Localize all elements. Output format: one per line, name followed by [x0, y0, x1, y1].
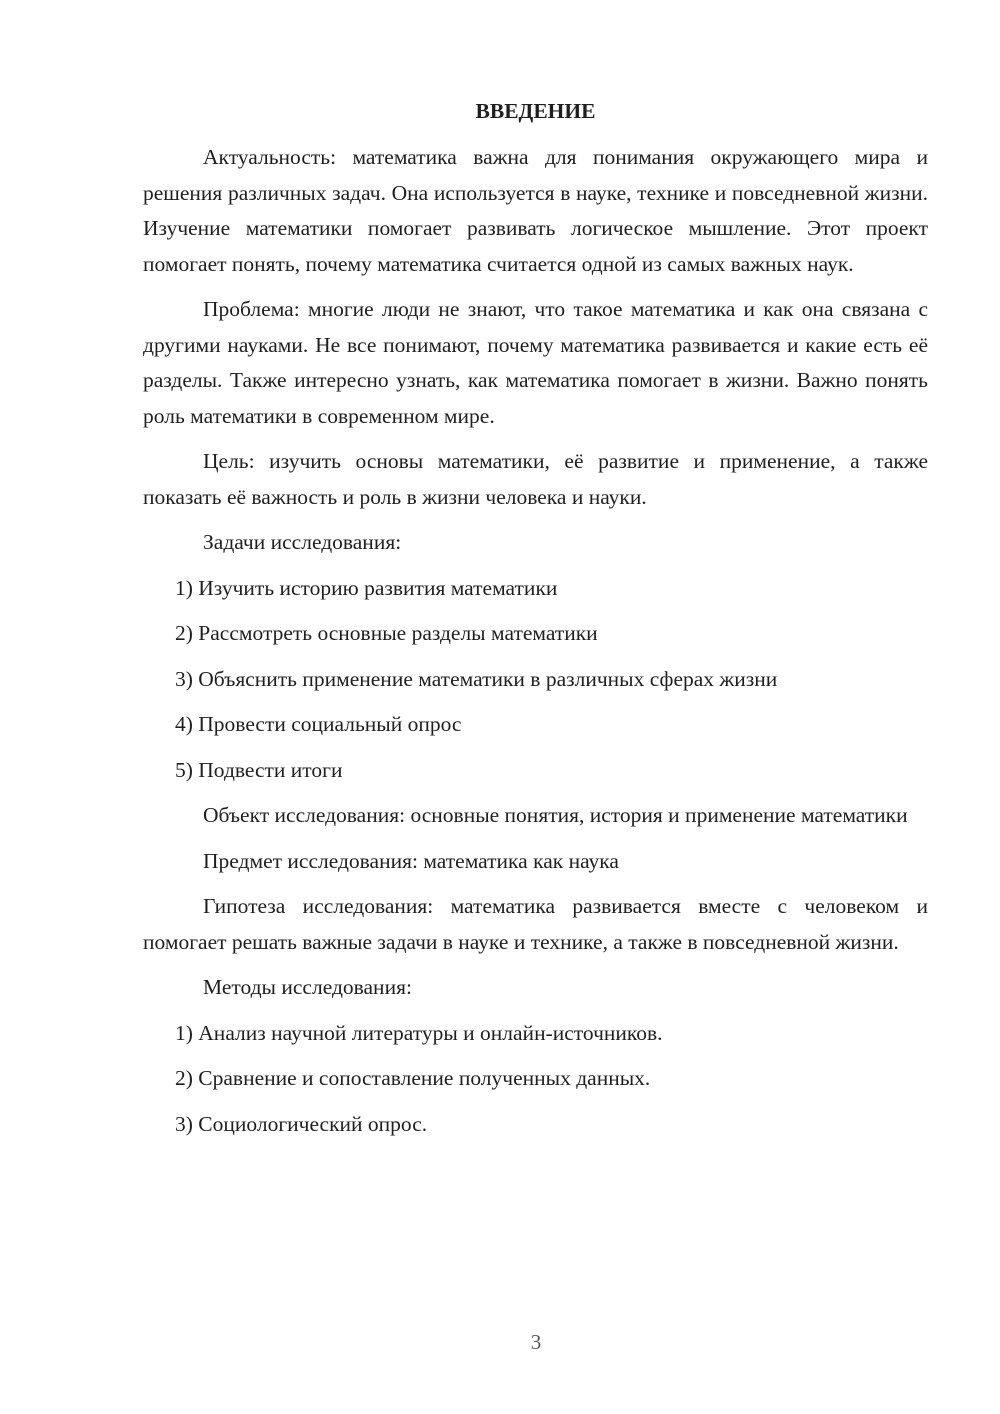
method-item: 1) Анализ научной литературы и онлайн-источников. — [175, 1020, 663, 1045]
subject-paragraph: Предмет исследования: математика как наука — [203, 848, 619, 873]
task-item: 3) Объяснить применение математики в различных сферах жизни — [175, 666, 778, 691]
hypothesis-paragraph: Гипотеза исследования: математика развивается вместе с человеком и помогает решать важные задачи в науке и технике, а также в повседневной жизни. — [143, 894, 928, 954]
task-item: 4) Провести социальный опрос — [175, 712, 462, 736]
relevance-paragraph: Актуальность: математика важна для понимания окружающего мира и решения различных задач. Она используется в науке, технике и повседневной жизни. Изучение математики помогает развивать логическое мышление. Этот проект помогает понять, почему математика считается одной из самых важных наук. — [143, 145, 928, 276]
page-content — [143, 92, 928, 1152]
page-number: 3 — [530, 1330, 542, 1354]
object-paragraph: Объект исследования: основные понятия, история и применение математики — [203, 803, 908, 827]
section-title: ВВЕДЕНИЕ — [475, 99, 596, 123]
task-item: 1) Изучить историю развития математики — [175, 575, 558, 600]
task-item: 2) Рассмотреть основные разделы математики — [175, 621, 598, 645]
goal-paragraph: Цель: изучить основы математики, её развитие и применение, а также показать её важность и роль в жизни человека и науки. — [143, 449, 928, 509]
methods-label: Методы исследования: — [203, 975, 412, 999]
problem-paragraph: Проблема: многие люди не знают, что такое математика и как она связана с другими науками. Не все понимают, почему математика развивается и какие есть её разделы. Также интересно узнать, как математика помогает в жизни. Важно понять роль математики в современном мире. — [143, 297, 928, 428]
method-item: 3) Социологический опрос. — [175, 1111, 428, 1136]
method-item: 2) Сравнение и сопоставление полученных данных. — [175, 1066, 651, 1090]
task-item: 5) Подвести итоги — [175, 757, 343, 782]
tasks-label: Задачи исследования: — [203, 530, 402, 554]
